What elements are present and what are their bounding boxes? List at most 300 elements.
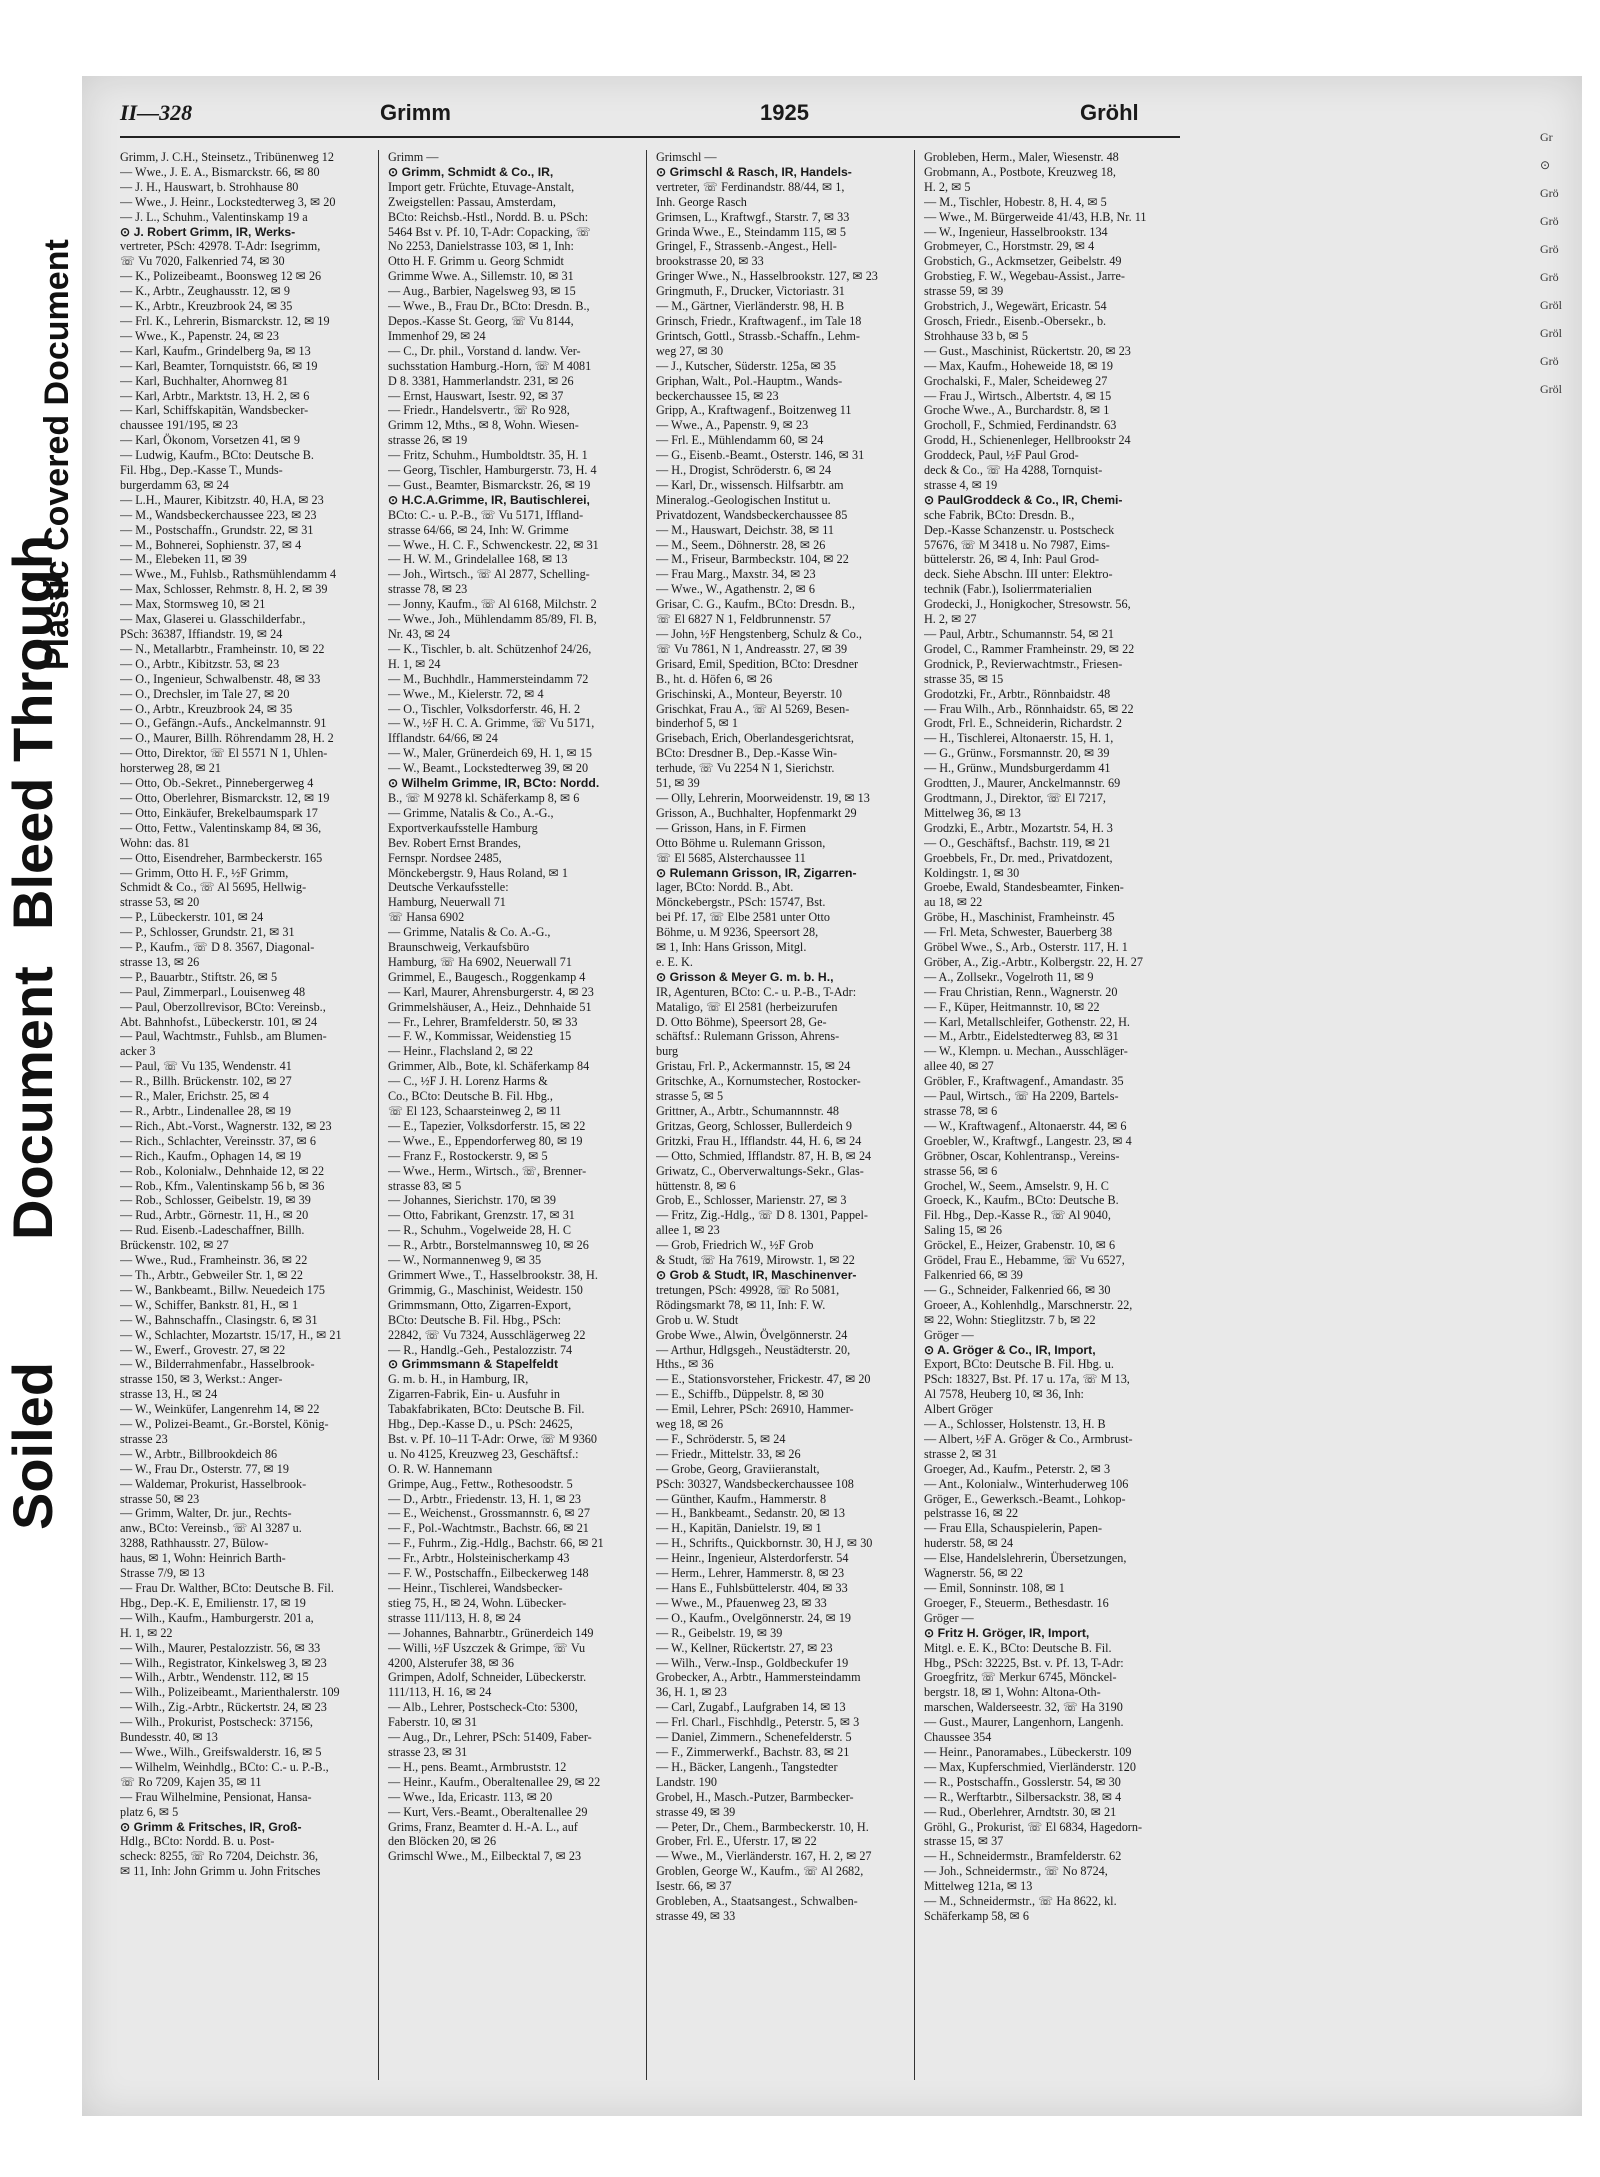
- directory-entry: — F., Schröderstr. 5, ✉ 24: [656, 1431, 786, 1446]
- directory-entry: Grisson, A., Buchhalter, Hopfenmarkt 29: [656, 805, 857, 820]
- directory-entry: Grober, Frl. E., Uferstr. 17, ✉ 22: [656, 1834, 817, 1849]
- directory-entry: — K., Arbtr., Zeughausstr. 12, ✉ 9: [120, 284, 290, 299]
- clipped-entry: Grö: [1540, 186, 1559, 200]
- directory-entry: — Daniel, Zimmern., Schenefelderstr. 5: [656, 1730, 852, 1745]
- directory-entry: — W., Weinküfer, Langenrehm 14, ✉ 22: [120, 1402, 320, 1417]
- directory-entry: — Frau Wilhelmine, Pensionat, Hansa-: [120, 1789, 312, 1804]
- header-right-word: Gröhl: [1080, 100, 1139, 125]
- directory-entry: — R., Arbtr., Borstelmannsweg 10, ✉ 26: [388, 1238, 589, 1253]
- directory-entry: BCto: Reichsb.-Hstl., Nordd. B. u. PSch:: [388, 209, 589, 224]
- directory-entry: — Heinr., Flachsland 2, ✉ 22: [388, 1044, 533, 1059]
- directory-entry: Grodnick, P., Revierwachtmstr., Friesen-: [924, 656, 1123, 671]
- directory-entry: binderhof 5, ✉ 1: [656, 716, 738, 731]
- directory-entry: — Rich., Kaufm., Ophagen 14, ✉ 19: [120, 1148, 302, 1163]
- directory-entry: — W., Kellner, Rückertstr. 27, ✉ 23: [656, 1640, 833, 1655]
- directory-entry: Hamburg, Neuerwall 71: [388, 895, 506, 910]
- directory-entry: Hdlg., BCto: Nordd. B. u. Post-: [120, 1834, 275, 1849]
- directory-entry: Grischkat, Frau A., ☏ Al 5269, Besen-: [656, 701, 850, 716]
- directory-entry: Otto H. F. Grimm u. Georg Schmidt: [388, 254, 564, 269]
- directory-entry: — O., Tischler, Volksdorferstr. 46, H. 2: [388, 701, 581, 716]
- directory-entry: Exportverkaufsstelle Hamburg: [388, 820, 538, 835]
- directory-entry: Grintsch, Gottl., Strassb.-Schaffn., Lehm-: [656, 328, 860, 343]
- directory-entry: — P., Lübeckerstr. 101, ✉ 24: [120, 910, 264, 925]
- directory-entry: Co., BCto: Deutsche B. Fil. Hbg.,: [388, 1089, 553, 1104]
- label-plastic-covered: Plastic Covered Document: [38, 239, 76, 670]
- directory-entry: — John, ½F Hengstenberg, Schulz & Co.,: [656, 627, 862, 641]
- directory-entry: 4200, Alsterufer 38, ✉ 36: [388, 1655, 514, 1670]
- directory-entry: Griphan, Walt., Pol.-Hauptm., Wands-: [656, 373, 843, 388]
- directory-entry: — Otto, Einkäufer, Brekelbaumspark 17: [120, 805, 318, 820]
- directory-entry: Grimmer, Alb., Bote, kl. Schäferkamp 84: [388, 1059, 590, 1074]
- directory-entry: huderstr. 58, ✉ 24: [924, 1536, 1014, 1551]
- directory-entry: — Else, Handelslehrerin, Übersetzungen,: [924, 1551, 1127, 1566]
- directory-entry: Grimm 12, Mths., ✉ 8, Wohn. Wiesen-: [388, 418, 579, 433]
- directory-entry: — F., Zimmerwerkf., Bachstr. 83, ✉ 21: [656, 1744, 850, 1759]
- directory-entry: Bev. Robert Ernst Brandes,: [388, 835, 521, 850]
- directory-entry: chaussee 191/195, ✉ 23: [120, 418, 238, 433]
- directory-entry: — Grimm, Otto H. F., ½F Grimm,: [120, 865, 289, 880]
- directory-entry: 57676, ☏ M 3418 u. No 7987, Eims-: [924, 537, 1110, 552]
- directory-entry: Nr. 43, ✉ 24: [388, 627, 451, 641]
- directory-entry: H. 2, ✉ 27: [924, 612, 977, 627]
- directory-entry: lager, BCto: Nordd. B., Abt.: [656, 880, 794, 895]
- directory-entry: Gröger —: [924, 1610, 974, 1625]
- directory-entry: Grobleben, Herm., Maler, Wiesenstr. 48: [924, 150, 1119, 164]
- directory-entry: Böhme, u. M 9236, Speersort 28,: [656, 925, 819, 940]
- column-2: [388, 150, 638, 2090]
- directory-entry: — O., Arbtr., Kibitzstr. 53, ✉ 23: [120, 656, 280, 671]
- directory-entry: Mittelweg 121a, ✉ 13: [924, 1879, 1033, 1894]
- directory-entry: — Max, Kupferschmied, Vierländerstr. 120: [924, 1759, 1136, 1774]
- directory-entry: — Gust., Beamter, Bismarckstr. 26, ✉ 19: [388, 477, 591, 492]
- directory-entry: — W., Schiffer, Bankstr. 81, H., ✉ 1: [120, 1297, 299, 1312]
- directory-entry: Chaussee 354: [924, 1730, 992, 1745]
- directory-entry: 5464 Bst v. Pf. 10, T-Adr: Copacking, ☏: [388, 224, 592, 239]
- directory-entry: — Wwe., A., Papenstr. 9, ✉ 23: [656, 418, 809, 433]
- directory-entry: Grob u. W. Studt: [656, 1312, 739, 1327]
- directory-entry: — H., Schneidermstr., Bramfelderstr. 62: [924, 1849, 1122, 1864]
- directory-entry: — O., Gefängn.-Aufs., Anckelmannstr. 91: [120, 716, 327, 731]
- directory-entry: — Grimme, Natalis & Co. A.-G.,: [388, 925, 551, 940]
- directory-entry: haus, ✉ 1, Wohn: Heinrich Barth-: [120, 1551, 286, 1566]
- directory-entry: — Otto, Oberlehrer, Bismarckstr. 12, ✉ 19: [120, 790, 330, 805]
- directory-entry: — W., Ingenieur, Hasselbrookstr. 134: [924, 224, 1108, 239]
- directory-entry: strasse 5, ✉ 5: [656, 1089, 724, 1104]
- directory-entry: — Paul, Oberzollrevisor, BCto: Vereinsb.,: [120, 999, 326, 1014]
- directory-entry: — K., Arbtr., Kreuzbrook 24, ✉ 35: [120, 299, 293, 314]
- directory-entry: — M., Schneidermstr., ☏ Ha 8622, kl.: [924, 1894, 1117, 1909]
- directory-entry: — W., Polizei-Beamt., Gr.-Borstel, König-: [120, 1417, 329, 1432]
- column-divider: [914, 150, 915, 2080]
- directory-entry: sche Fabrik, BCto: Dresdn. B.,: [924, 507, 1075, 522]
- directory-entry: — Wilh., Prokurist, Postscheck: 37156,: [120, 1715, 313, 1730]
- directory-entry: G. m. b. H., in Hamburg, IR,: [388, 1372, 529, 1387]
- directory-entry: — Ludwig, Kaufm., BCto: Deutsche B.: [120, 448, 314, 463]
- directory-entry: — Wilh., Polizeibeamt., Marienthalerstr. 109: [120, 1685, 340, 1700]
- directory-entry: — W., Normannenweg 9, ✉ 35: [388, 1253, 542, 1268]
- directory-entry: Grobmeyer, C., Horstmstr. 29, ✉ 4: [924, 239, 1095, 254]
- clipped-entry: Gr: [1540, 130, 1553, 144]
- directory-entry: Gröbler, F., Kraftwagenf., Amandastr. 35: [924, 1074, 1124, 1089]
- directory-entry: bergstr. 18, ✉ 1, Wohn: Altona-Oth-: [924, 1685, 1101, 1700]
- directory-entry: — J. H., Hauswart, b. Strohhause 80: [120, 179, 299, 194]
- directory-entry: — F., Küper, Heitmannstr. 10, ✉ 22: [924, 999, 1100, 1014]
- directory-entry: Gritzki, Frau H., Ifflandstr. 44, H. 6, ✉ 24: [656, 1133, 862, 1148]
- directory-entry: ⊙ Grob & Studt, IR, Maschinenver-: [656, 1267, 857, 1282]
- directory-entry: strasse 23: [120, 1431, 168, 1446]
- directory-entry: Groebe, Ewald, Standesbeamter, Finken-: [924, 880, 1124, 895]
- directory-entry: — Wwe., Ida, Ericastr. 113, ✉ 20: [388, 1789, 553, 1804]
- directory-entry: Grodotzki, Fr., Arbtr., Rönnbaidstr. 48: [924, 686, 1111, 701]
- directory-entry: — H., Grünw., Mundsburgerdamm 41: [924, 761, 1111, 776]
- directory-entry: Grob, E., Schlosser, Marienstr. 27, ✉ 3: [656, 1193, 847, 1208]
- column-divider: [646, 150, 647, 2080]
- directory-entry: Isestr. 66, ✉ 37: [656, 1879, 732, 1894]
- directory-entry: Abt. Bahnhofst., Lübeckerstr. 101, ✉ 24: [120, 1014, 318, 1029]
- directory-entry: Grischinski, A., Monteur, Beyerstr. 10: [656, 686, 843, 701]
- directory-entry: — Jonny, Kaufm., ☏ Al 6168, Milchstr. 2: [388, 597, 597, 612]
- directory-entry: Deutsche Verkaufsstelle:: [388, 880, 509, 895]
- directory-entry: Bundesstr. 40, ✉ 13: [120, 1730, 218, 1745]
- directory-entry: — Grimme, Natalis & Co., A.-G.,: [388, 805, 554, 820]
- directory-entry: pelstrasse 16, ✉ 22: [924, 1506, 1019, 1521]
- directory-entry: — Grimm, Walter, Dr. jur., Rechts-: [120, 1506, 292, 1521]
- column-1: [120, 150, 370, 2090]
- directory-entry: strasse 13, H., ✉ 24: [120, 1387, 218, 1402]
- directory-entry: weg 27, ✉ 30: [656, 343, 724, 358]
- directory-entry: — Frl. K., Lehrerin, Bismarckstr. 12, ✉ 19: [120, 313, 330, 328]
- directory-entry: strasse 83, ✉ 5: [388, 1178, 462, 1193]
- directory-entry: 51, ✉ 39: [656, 776, 700, 791]
- directory-entry: 36, H. 1, ✉ 23: [656, 1685, 727, 1700]
- directory-entry: — K., Tischler, b. alt. Schützenhof 24/26,: [388, 641, 592, 656]
- directory-entry: — H., Bäcker, Langenh., Tangstedter: [656, 1759, 838, 1774]
- directory-entry: Inh. George Rasch: [656, 194, 747, 209]
- directory-entry: Grodtten, J., Maurer, Anckelmannstr. 69: [924, 776, 1121, 791]
- directory-entry: — M., Gärtner, Vierländerstr. 98, H. B: [656, 299, 845, 314]
- directory-entry: Gröger, E., Gewerksch.-Beamt., Lohkop-: [924, 1491, 1126, 1506]
- directory-entry: — Wilh., Zig.-Arbtr., Rückertstr. 24, ✉ 23: [120, 1700, 327, 1715]
- directory-entry: 22842, ☏ Vu 7324, Ausschlägerweg 22: [388, 1327, 586, 1342]
- column-3: [656, 150, 906, 2090]
- directory-entry: — R., Werftarbtr., Silbersackstr. 38, ✉ 4: [924, 1789, 1122, 1804]
- directory-entry: strasse 4, ✉ 19: [924, 477, 998, 492]
- directory-entry: strasse 2, ✉ 31: [924, 1446, 998, 1461]
- directory-entry: Groeer, A., Kohlenhdlg., Marschnerstr. 22,: [924, 1297, 1133, 1312]
- directory-entry: — F. W., Postschaffn., Eilbeckerweg 148: [388, 1566, 589, 1581]
- column-divider: [378, 150, 379, 2080]
- directory-entry: Grittner, A., Arbtr., Schumannnstr. 48: [656, 1104, 839, 1118]
- directory-entry: — Wilh., Maurer, Pestalozzistr. 56, ✉ 33: [120, 1640, 321, 1655]
- directory-entry: allee 1, ✉ 23: [656, 1223, 720, 1238]
- directory-entry: — F., Pol.-Wachtmstr., Bachstr. 66, ✉ 21: [388, 1521, 589, 1536]
- directory-entry: — Karl, Beamter, Tornquiststr. 66, ✉ 19: [120, 358, 318, 373]
- directory-entry: strasse 50, ✉ 23: [120, 1491, 200, 1506]
- directory-entry: — M., Hauswart, Deichstr. 38, ✉ 11: [656, 522, 834, 537]
- directory-entry: Dep.-Kasse Schanzenstr. u. Postscheck: [924, 522, 1115, 537]
- directory-entry: Gritzas, Georg, Schlosser, Bullerdeich 9: [656, 1118, 852, 1133]
- directory-entry: — Ant., Kolonialw., Winterhuderweg 106: [924, 1476, 1129, 1491]
- directory-entry: — Emil, Lehrer, PSch: 26910, Hammer-: [656, 1402, 854, 1417]
- directory-entry: Fil. Hbg., Dep.-Kasse R., ☏ Al 9040,: [924, 1208, 1111, 1223]
- label-document: Document: [1, 966, 64, 1240]
- directory-entry: — Rob., Kfm., Valentinskamp 56 b, ✉ 36: [120, 1178, 325, 1193]
- directory-entry: — Wwe., Rud., Framheinstr. 36, ✉ 22: [120, 1253, 308, 1268]
- directory-entry: Grimschl —: [656, 150, 717, 164]
- directory-entry: — Johannes, Sierichstr. 170, ✉ 39: [388, 1193, 556, 1208]
- directory-entry: Otto Böhme u. Rulemann Grisson,: [656, 835, 826, 850]
- directory-entry: — Wilh., Registrator, Kinkelsweg 3, ✉ 23: [120, 1655, 327, 1670]
- directory-entry: terhude, ☏ Vu 2254 N 1, Sierichstr.: [656, 761, 835, 776]
- directory-entry: H. 2, ✉ 5: [924, 179, 971, 194]
- directory-entry: Hamburg, ☏ Ha 6902, Neuerwall 71: [388, 954, 572, 969]
- directory-entry: Grimmelshäuser, A., Heiz., Dehnhaide 51: [388, 999, 592, 1014]
- directory-entry: — Paul, Wachtmstr., Fuhlsb., am Blumen-: [120, 1029, 327, 1044]
- directory-entry: — R., Maler, Erichstr. 25, ✉ 4: [120, 1089, 269, 1104]
- directory-entry: — Otto, Fettw., Valentinskamp 84, ✉ 36,: [120, 820, 322, 835]
- directory-entry: — P., Schlosser, Grundstr. 21, ✉ 31: [120, 925, 295, 940]
- directory-entry: BCto: Dresdner B., Dep.-Kasse Win-: [656, 746, 838, 761]
- directory-entry: — L.H., Maurer, Kibitzstr. 40, H.A, ✉ 23: [120, 492, 324, 507]
- directory-entry: — Heinr., Panoramabes., Lübeckerstr. 109: [924, 1744, 1132, 1759]
- directory-entry: — W., Arbtr., Billbrookdeich 86: [120, 1446, 278, 1461]
- directory-entry: H. 1, ✉ 24: [388, 656, 441, 671]
- directory-entry: — Rud. Eisenb.-Ladeschaffner, Billh.: [120, 1223, 305, 1238]
- directory-entry: — P., Bauarbtr., Stiftstr. 26, ✉ 5: [120, 969, 278, 984]
- directory-entry: Grims, Franz, Beamter d. H.-A. L., auf: [388, 1819, 578, 1834]
- directory-entry: — Frau Dr. Walther, BCto: Deutsche B. Fil.: [120, 1581, 334, 1595]
- directory-entry: — Aug., Barbier, Nagelsweg 93, ✉ 15: [388, 284, 576, 299]
- directory-entry: — Max, Schlosser, Rehmstr. 8, H. 2, ✉ 39: [120, 582, 328, 597]
- directory-entry: ⊙ Wilhelm Grimme, IR, BCto: Nordd.: [388, 776, 600, 791]
- directory-entry: BCto: C.- u. P.-B., ☏ Vu 5171, Iffland-: [388, 507, 584, 522]
- directory-entry: — Paul, Wirtsch., ☏ Ha 2209, Bartels-: [924, 1089, 1119, 1104]
- clipped-entry: Gröl: [1540, 298, 1562, 312]
- directory-entry: Gringmuth, F., Drucker, Victoriastr. 31: [656, 284, 845, 299]
- directory-entry: Gröger —: [924, 1327, 974, 1342]
- directory-entry: strasse 56, ✉ 6: [924, 1163, 998, 1178]
- directory-entry: — Rud., Oberlehrer, Arndtstr. 30, ✉ 21: [924, 1804, 1117, 1819]
- directory-entry: — Aug., Dr., Lehrer, PSch: 51409, Faber-: [388, 1730, 592, 1745]
- directory-entry: Hbg., Dep.-Kasse D., u. PSch: 24625,: [388, 1417, 573, 1432]
- directory-entry: ⊙ H.C.A.Grimme, IR, Bautischlerei,: [388, 492, 590, 507]
- directory-entry: O. R. W. Hannemann: [388, 1461, 493, 1476]
- directory-entry: — Otto, Schmied, Ifflandstr. 87, H. B, ✉ 24: [656, 1148, 872, 1163]
- directory-entry: Grisard, Emil, Spedition, BCto: Dresdner: [656, 656, 859, 671]
- directory-entry: — Wwe., Joh., Mühlendamm 85/89, Fl. B,: [388, 612, 597, 627]
- directory-entry: Grodecki, J., Honigkocher, Stresowstr. 56,: [924, 597, 1131, 612]
- directory-entry: strasse 64/66, ✉ 24, Inh: W. Grimme: [388, 522, 569, 537]
- directory-entry: Saling 15, ✉ 26: [924, 1223, 1002, 1238]
- directory-entry: Grodel, C., Rammer Framheinstr. 29, ✉ 22: [924, 641, 1135, 656]
- directory-entry: Strohhause 33 b, ✉ 5: [924, 328, 1028, 343]
- directory-entry: Groeger, Ad., Kaufm., Peterstr. 2, ✉ 3: [924, 1461, 1111, 1476]
- directory-entry: anw., BCto: Vereinsb., ☏ Al 3287 u.: [120, 1521, 302, 1536]
- directory-entry: — Frau Ella, Schauspielerin, Papen-: [924, 1521, 1103, 1536]
- directory-entry: Gröbner, Oscar, Kohlentransp., Vereins-: [924, 1148, 1120, 1163]
- directory-entry: Grosch, Friedr., Eisenb.-Obersekr., b.: [924, 313, 1107, 328]
- directory-entry: D. Otto Böhme), Speersort 28, Ge-: [656, 1014, 827, 1029]
- directory-entry: — Karl, Buchhalter, Ahornweg 81: [120, 373, 289, 388]
- directory-entry: Grobecker, A., Arbtr., Hammersteindamm: [656, 1670, 861, 1685]
- directory-entry: Grimmsmann, Otto, Zigarren-Export,: [388, 1297, 572, 1312]
- directory-entry: — Th., Arbtr., Gebweiler Str. 1, ✉ 22: [120, 1267, 303, 1282]
- directory-entry: — R., Handlg.-Geh., Pestalozzistr. 74: [388, 1342, 573, 1357]
- directory-entry: — Wwe., W., Agathenstr. 2, ✉ 6: [656, 582, 815, 597]
- directory-entry: — O., Drechsler, im Tale 27, ✉ 20: [120, 686, 290, 701]
- directory-entry: u. No 4125, Kreuzweg 23, Geschäftsf.:: [388, 1446, 579, 1461]
- directory-entry: Grodt, Frl. E., Schneiderin, Richardstr. 2: [924, 716, 1123, 731]
- directory-entry: strasse 59, ✉ 39: [924, 284, 1004, 299]
- directory-entry: Hbg., Dep.-K. E, Emilienstr. 17, ✉ 19: [120, 1595, 306, 1610]
- directory-entry: — Wilh., Kaufm., Hamburgerstr. 201 a,: [120, 1610, 314, 1625]
- directory-entry: — Frau Wilh., Arb., Rönnhaidstr. 65, ✉ 22: [924, 701, 1134, 716]
- directory-entry: — Wwe., K., Papenstr. 24, ✉ 23: [120, 328, 279, 343]
- directory-entry: allee 40, ✉ 27: [924, 1059, 994, 1074]
- directory-entry: vertreter, PSch: 42978. T-Adr: Isegrimm,: [120, 239, 321, 254]
- directory-entry: — R., Postschaffn., Gosslerstr. 54, ✉ 30: [924, 1774, 1121, 1789]
- directory-entry: Gröbel Wwe., S., Arb., Osterstr. 117, H. 1: [924, 940, 1128, 955]
- directory-entry: strasse 13, ✉ 26: [120, 954, 200, 969]
- directory-entry: Gringel, F., Strassenb.-Angest., Hell-: [656, 239, 837, 254]
- directory-entry: — A., Zollsekr., Vogelroth 11, ✉ 9: [924, 969, 1094, 984]
- directory-entry: Mitgl. e. E. K., BCto: Deutsche B. Fil.: [924, 1640, 1112, 1655]
- directory-entry: — G., Grünw., Forsmannstr. 20, ✉ 39: [924, 746, 1110, 761]
- directory-entry: ⊙ Grisson & Meyer G. m. b. H.,: [656, 969, 834, 984]
- directory-entry: — Franz F., Rostockerstr. 9, ✉ 5: [388, 1148, 548, 1163]
- directory-entry: Mönckebergstr. 9, Haus Roland, ✉ 1: [388, 865, 568, 880]
- directory-entry: Groebler, W., Kraftwgf., Langestr. 23, ✉ 4: [924, 1133, 1132, 1148]
- directory-entry: Braunschweig, Verkaufsbüro: [388, 940, 530, 955]
- directory-entry: — Rud., Arbtr., Görnestr. 11, H., ✉ 20: [120, 1208, 309, 1223]
- directory-entry: Albert Gröger: [924, 1402, 993, 1417]
- directory-entry: — Fr., Arbtr., Holsteinischerkamp 43: [388, 1551, 570, 1566]
- directory-entry: — Frau J., Wirtsch., Albertstr. 4, ✉ 15: [924, 388, 1112, 403]
- directory-entry: ✉ 1, Inh: Hans Grisson, Mitgl.: [656, 940, 807, 955]
- directory-entry: — Karl, Metallschleifer, Gothenstr. 22, H.: [924, 1014, 1130, 1029]
- directory-entry: Grinda Wwe., E., Steindamm 115, ✉ 5: [656, 224, 846, 239]
- directory-entry: — Albert, ½F A. Gröger & Co., Armbrust-: [924, 1431, 1133, 1446]
- directory-entry: — Rich., Abt.-Vorst., Wagnerstr. 132, ✉ 23: [120, 1118, 332, 1133]
- directory-entry: — J., Kutscher, Süderstr. 125a, ✉ 35: [656, 358, 836, 373]
- directory-entry: Groebbels, Fr., Dr. med., Privatdozent,: [924, 850, 1113, 865]
- directory-entry: — Otto, Direktor, ☏ El 5571 N 1, Uhlen-: [120, 746, 328, 761]
- directory-entry: — P., Kaufm., ☏ D 8. 3567, Diagonal-: [120, 940, 315, 955]
- directory-entry: Grimmel, E., Baugesch., Roggenkamp 4: [388, 969, 586, 984]
- directory-entry: — G., Eisenb.-Beamt., Osterstr. 146, ✉ 31: [656, 448, 865, 463]
- directory-entry: Groche Wwe., A., Burchardstr. 8, ✉ 1: [924, 403, 1110, 418]
- directory-entry: — K., Polizeibeamt., Boonsweg 12 ✉ 26: [120, 269, 322, 284]
- directory-entry: — Willi, ½F Uszczek & Grimpe, ☏ Vu: [388, 1640, 586, 1655]
- directory-entry: beckerchaussee 15, ✉ 23: [656, 388, 779, 403]
- directory-entry: hüttenstr. 8, ✉ 6: [656, 1178, 736, 1193]
- directory-entry: burgerdamm 63, ✉ 24: [120, 477, 229, 492]
- directory-entry: — Otto, Ob.-Sekret., Pinnebergerweg 4: [120, 776, 314, 791]
- directory-entry: ✉ 22, Wohn: Stieglitzstr. 7 b, ✉ 22: [924, 1312, 1096, 1327]
- directory-entry: Hths., ✉ 36: [656, 1357, 714, 1372]
- directory-entry: 3288, Rathhausstr. 27, Bülow-: [120, 1536, 269, 1551]
- directory-entry: Mineralog.-Geologischen Institut u.: [656, 492, 831, 507]
- clipped-entry: Grö: [1540, 242, 1559, 256]
- directory-entry: Gripp, A., Kraftwagenf., Boitzenweg 11: [656, 403, 852, 418]
- directory-entry: — M., Arbtr., Eidelstedterweg 83, ✉ 31: [924, 1029, 1119, 1044]
- directory-entry: ☏ El 6827 N 1, Feldbrunnenstr. 57: [656, 612, 832, 627]
- directory-entry: — Hans E., Fuhlsbüttelerstr. 404, ✉ 33: [656, 1581, 848, 1595]
- directory-entry: — Karl, Schiffskapitän, Wandsbecker-: [120, 403, 309, 418]
- directory-entry: Immenhof 29, ✉ 24: [388, 328, 486, 343]
- directory-entry: strasse 15, ✉ 37: [924, 1834, 1004, 1849]
- directory-entry: — M., Wandsbeckerchaussee 223, ✉ 23: [120, 507, 317, 522]
- directory-entry: — O., Maurer, Billh. Röhrendamm 28, H. 2: [120, 731, 334, 746]
- directory-entry: — Frau Marg., Maxstr. 34, ✉ 23: [656, 567, 816, 582]
- directory-entry: — Fritz, Zig.-Hdlg., ☏ D 8. 1301, Pappel-: [656, 1208, 868, 1223]
- directory-entry: — Kurt, Vers.-Beamt., Oberaltenallee 29: [388, 1804, 588, 1819]
- directory-entry: — Fritz, Schuhm., Humboldtstr. 35, H. 1: [388, 448, 588, 463]
- directory-entry: strasse 53, ✉ 20: [120, 895, 200, 910]
- directory-entry: Ifflandstr. 64/66, ✉ 24: [388, 731, 498, 746]
- directory-entry: — W., Bilderrahmenfabr., Hasselbrook-: [120, 1357, 315, 1372]
- directory-entry: strasse 49, ✉ 39: [656, 1804, 736, 1819]
- directory-entry: Gröhl, G., Prokurist, ☏ El 6834, Hagedorn-: [924, 1819, 1143, 1834]
- directory-entry: Al 7578, Heuberg 10, ✉ 36, Inh:: [924, 1387, 1084, 1402]
- directory-entry: — E., Weichenst., Grossmannstr. 6, ✉ 27: [388, 1506, 590, 1521]
- directory-entry: — Frau Christian, Renn., Wagnerstr. 20: [924, 984, 1118, 999]
- directory-entry: — H., pens. Beamt., Armbruststr. 12: [388, 1759, 567, 1774]
- directory-entry: schäftsf.: Rulemann Grisson, Ahrens-: [656, 1029, 840, 1044]
- column-4: [924, 150, 1174, 2090]
- directory-entry: — O., Kaufm., Ovelgönnerstr. 24, ✉ 19: [656, 1610, 852, 1625]
- directory-entry: Gröber, A., Zig.-Arbtr., Kolbergstr. 22, H. 27: [924, 954, 1143, 969]
- directory-entry: Faberstr. 10, ✉ 31: [388, 1715, 478, 1730]
- directory-entry: — A., Schlosser, Holstenstr. 13, H. B: [924, 1417, 1106, 1432]
- directory-entry: suchsstation Hamburg.-Horn, ☏ M 4081: [388, 358, 592, 373]
- directory-entry: — Wwe., J. E. A., Bismarckstr. 66, ✉ 80: [120, 164, 320, 179]
- directory-entry: ⊙ PaulGroddeck & Co., IR, Chemi-: [924, 492, 1123, 507]
- directory-entry: Hbg., PSch: 32225, Bst. v. Pf. 13, T-Adr:: [924, 1655, 1124, 1670]
- directory-entry: Grobmann, A., Postbote, Kreuzweg 18,: [924, 164, 1116, 179]
- directory-entry: — Wwe., M., Vierländerstr. 167, H. 2, ✉ 27: [656, 1849, 872, 1864]
- directory-entry: — M., Bohnerei, Sophienstr. 37, ✉ 4: [120, 537, 302, 552]
- directory-entry: strasse 111/113, H. 8, ✉ 24: [388, 1610, 521, 1625]
- directory-entry: ☏ Hansa 6902: [388, 910, 465, 925]
- directory-entry: ✉ 11, Inh: John Grimm u. John Fritsches: [120, 1864, 321, 1879]
- directory-entry: Privatdozent, Wandsbeckerchaussee 85: [656, 507, 848, 522]
- directory-entry: PSch: 18327, Bst. Pf. 17 u. 17a, ☏ M 13,: [924, 1372, 1130, 1387]
- directory-entry: — Wwe., M. Bürgerweide 41/43, H.B, Nr. 11: [924, 209, 1147, 224]
- directory-entry: B., ht. d. Höfen 6, ✉ 26: [656, 671, 773, 686]
- directory-entry: IR, Agenturen, BCto: C.- u. P.-B., T-Adr:: [656, 984, 857, 999]
- directory-entry: — Otto, Fabrikant, Grenzstr. 17, ✉ 31: [388, 1208, 575, 1223]
- directory-entry: — Wwe., J. Heinr., Lockstedterweg 3, ✉ 20: [120, 194, 336, 209]
- directory-entry: strasse 78, ✉ 6: [924, 1104, 998, 1118]
- directory-entry: — Paul, Arbtr., Schumannstr. 54, ✉ 21: [924, 627, 1114, 641]
- directory-entry: Grimmert Wwe., T., Hasselbrookstr. 38, H.: [388, 1267, 598, 1282]
- directory-entry: — Peter, Dr., Chem., Barmbeckerstr. 10, H.: [656, 1819, 869, 1834]
- directory-entry: Grimmig, G., Maschinist, Weidestr. 150: [388, 1282, 583, 1297]
- directory-entry: BCto: Deutsche B. Fil. Hbg., PSch:: [388, 1312, 562, 1327]
- directory-entry: Grobel, H., Masch.-Putzer, Barmbecker-: [656, 1789, 854, 1804]
- directory-entry: — Wwe., B., Frau Dr., BCto: Dresdn. B.,: [388, 299, 590, 314]
- directory-entry: — Arthur, Hdlgsgeh., Neustädterstr. 20,: [656, 1342, 851, 1357]
- directory-entry: — Joh., Schneidermstr., ☏ No 8724,: [924, 1864, 1108, 1879]
- clipped-entry: Gröl: [1540, 382, 1562, 396]
- directory-entry: — Friedr., Handelsvertr., ☏ Ro 928,: [388, 403, 570, 418]
- directory-entry: — F., Fuhrm., Zig.-Hdlg., Bachstr. 66, ✉ 21: [388, 1536, 604, 1551]
- directory-entry: — W., Beamt., Lockstedterweg 39, ✉ 20: [388, 761, 589, 776]
- directory-entry: — W., ½F H. C. A. Grimme, ☏ Vu 5171,: [388, 716, 595, 731]
- directory-entry: ⊙ Fritz H. Gröger, IR, Import,: [924, 1625, 1090, 1640]
- directory-entry: — W., Frau Dr., Osterstr. 77, ✉ 19: [120, 1461, 289, 1476]
